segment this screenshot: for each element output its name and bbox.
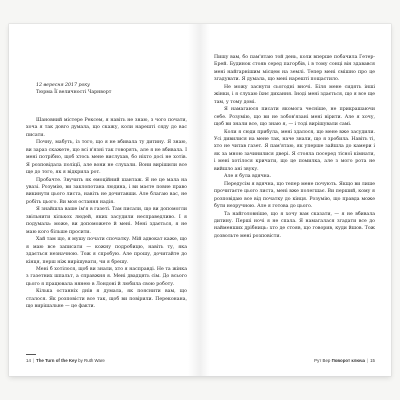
paragraph: Почну, мабуть, із того, що я не вбивала ту дитину. Я знаю, ви зараз скажете, що всі в'язні так говорять, але я не вбивала. І мені потрібно, щоб хтось мене вислухав, бо ніхто досі не хотів. Я розповідала поліції, але вони не слухали. Вони вирішили все ще до того, як я відкрила рот. — [26, 140, 187, 176]
paragraph: Та найголовніше, що я хочу вам сказати, — я не вбивала дитину. Перші ночі я не спала. Я намагалася згадати все до найменших дрібниць: хто де стояв, що говорив, куди йшов. Тож дозвольте мені розповісти. — [214, 211, 375, 239]
paragraph: Не можу заснути сьогодні вночі. Біля мене сидять інші жінки, і я слухаю їхнє дихання. Іноді мені здається, що я все ще там, у тому домі. — [214, 84, 375, 105]
open-book — [9, 24, 391, 376]
letter-location: Тюрма Її величності Чарнворт — [36, 90, 112, 96]
book-author: by Ruth Ware — [78, 358, 105, 363]
right-page — [200, 24, 391, 376]
footer-rule — [26, 354, 36, 355]
right-page-body — [214, 54, 375, 240]
paragraph: Передусім я вдячна, що тепер мене почують. Якщо ви лише прочитаєте цього листа, мені вже полегшає. Ви перший, кому я розповідаю все від початку до кінця. Розумію, що правда може бути незручною. Але я готова до цього. — [214, 181, 375, 210]
page-number: 15 — [370, 358, 375, 363]
left-page-body — [26, 117, 187, 311]
right-page-footer — [314, 358, 375, 363]
left-page — [9, 24, 200, 376]
book-author-ua: Рут Вер — [314, 358, 331, 363]
book-title-ua: Поворот ключа — [331, 358, 365, 363]
footer-separator: | — [32, 358, 35, 363]
book-title: The Turn of the Key — [36, 358, 77, 363]
paragraph: Я знайшла ваше ім'я в газеті. Там писали, що ви допомогли звільнити кількох людей, яких засудили несправедливо. І я подумала: може, ви допоможете й мені. Мені здається, я не маю кого більше просити. — [26, 207, 187, 235]
paragraph: Хай там що, я мушу почати спочатку. Мій адвокат каже, що я маю все записати — кожну подробицю, навіть ту, яка здається незначною. Тож я спробую. Але прошу, дочитайте до кінця, перш ніж вирішувати, чи я брешу. — [26, 237, 187, 265]
paragraph: Але я була вдячна. — [224, 174, 272, 180]
paragraph: Кілька останніх днів я думала, як пояснити вам, що сталося. Як розповісти все так, щоб ви повірили. Переконана, що вирішальне — це факти. — [26, 289, 187, 310]
paragraph: Я намагаюся писати якомога чесніше, не прикрашаючи себе. Розумію, що ви не зобов'язані мені вірити. Але я хочу, щоб ви знали все, що знаю я, — і тоді вирішували самі. — [214, 107, 375, 128]
paragraph: Коли я сюди прибула, мені здалося, що мене вже засудили. Усі дивилися на мене так, наче знали, що я зробила. Навіть ті, хто не читав газет. Я пам'ятаю, як уперше зайшла до камери і як за мною зачинилися двері. Я стояла посеред тісної кімнати, і мені хотілося кричати, що це помилка, але з мого рота не вийшло ані звуку. — [214, 129, 375, 172]
page-number: 14 — [26, 358, 31, 363]
paragraph: Пробачте. Звучить як емоційний шантаж. Я не це мала на увазі. Розумію, ви заклопотана людина, і ви маєте повне право викинути цього листа, навіть не дочитавши. Але благаю вас, не робіть цього. Ви моя остання надія. — [26, 177, 187, 205]
paragraph: Шановний містере Рексем, я навіть не знаю, з чого почати, хоча я так довго думала, що скажу, коли нарешті сяду до вас писати. — [26, 117, 187, 138]
letter-date: 12 вересня 2017 року — [36, 83, 90, 88]
paragraph: Мені б хотілося, щоб ви знали, хто я насправді. Не та жінка з газетних шпальт, а справжня я. Мені двадцять сім. До всього цього я працювала нянею в Лондоні й любила свою роботу. — [26, 266, 187, 287]
footer-separator: | — [366, 358, 369, 363]
left-page-footer — [26, 358, 105, 363]
paragraph: Пишу вам, бо пам'ятаю той день, коли вперше побачила Гетер-Брей. Будинок стояв серед пагорбів, і в тому сонці він здавався мені найгарнішим місцем на землі. Тепер мені смішно про це згадувати. Я думала, що мені нарешті пощастило. — [214, 55, 375, 83]
